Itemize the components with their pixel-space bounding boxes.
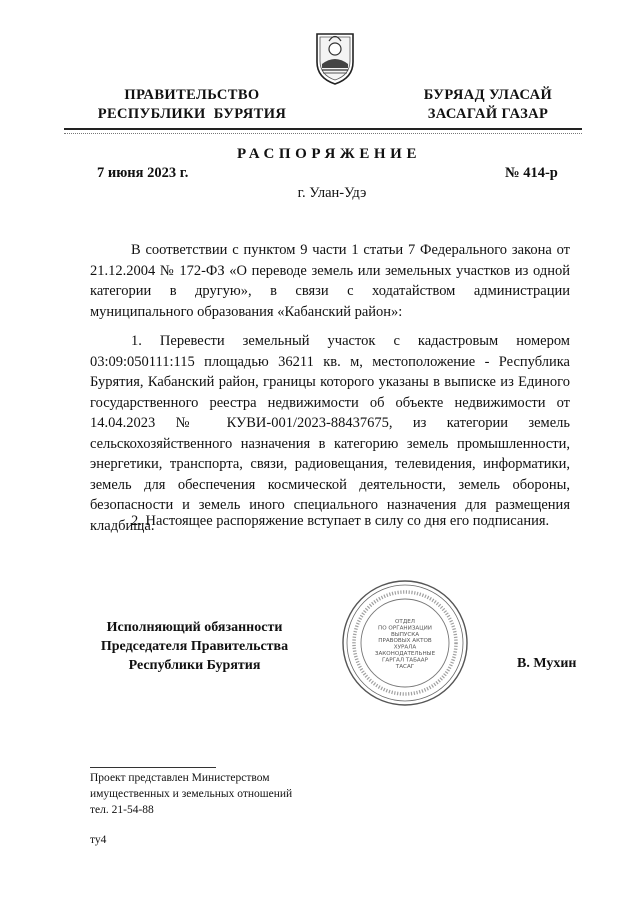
footer-line2: имущественных и земельных отношений bbox=[90, 788, 293, 800]
header-divider-thick bbox=[64, 128, 582, 130]
item-1-paragraph: 1. Перевести земельный участок с кадастровым номером 03:09:050111:115 площадью 36211 кв. м, местоположение - Республика Бурятия, Кабанский район, границы которого указаны в выписке из Единого государственного реестра недвижимости об объекте недвижимости от 14.04.2023 № КУВИ-001/2023-88437675, из категории земель сельскохозяйственного назначения в категорию земель промышленности, энергетики, транспорта, связи, радиовещания, телевидения, информатики, земель для обеспечения космической деятельности, земель обороны, безопасности и земель иного специального назначения для размещения кладбища. bbox=[90, 333, 570, 534]
stamp-text-line: ГАРГАЛ ТАБААР bbox=[382, 657, 428, 664]
header-right-line1: БУРЯАД УЛАСАЙ bbox=[423, 87, 553, 103]
stamp-text-line: ЗАКОНОДАТЕЛЬНЫЕ bbox=[374, 651, 436, 657]
footer-divider bbox=[90, 767, 216, 768]
header-left-line2: РЕСПУБЛИКИ БУРЯТИЯ bbox=[97, 106, 287, 122]
stamp-text-line: ХУРАЛА bbox=[393, 644, 417, 651]
stamp-text-line: ПО ОРГАНИЗАЦИИ bbox=[378, 625, 432, 632]
stamp-text-line: ПРАВОВЫХ АКТОВ bbox=[378, 638, 432, 645]
signatory-name: В. Мухин bbox=[517, 656, 577, 671]
header-divider-dotted bbox=[64, 133, 582, 134]
stamp-text-line: ТАСАГ bbox=[395, 663, 415, 670]
intro-paragraph: В соответствии с пунктом 9 части 1 статьи 7 Федерального закона от 21.12.2004 № 172-ФЗ «О переводе земель или земельных участков из одной категории в другую», в связи с ходатайством администрации муниципального образования «Кабанский район»: bbox=[90, 242, 570, 320]
item-2-paragraph: 2. Настоящее распоряжение вступает в силу со дня его подписания. bbox=[131, 513, 550, 529]
footer-code: ту4 bbox=[90, 834, 107, 846]
document-date: 7 июня 2023 г. bbox=[97, 165, 189, 181]
header-left-block bbox=[92, 86, 292, 124]
header-right-block bbox=[408, 86, 568, 124]
footer-line1: Проект представлен Министерством bbox=[90, 772, 270, 784]
footer-line3: тел. 21-54-88 bbox=[90, 804, 154, 816]
signatory-line3: Республики Бурятия bbox=[128, 658, 261, 673]
signatory-line2: Председателя Правительства bbox=[100, 639, 289, 654]
document-city: г. Улан-Удэ bbox=[297, 185, 367, 201]
coat-of-arms-emblem bbox=[313, 30, 357, 86]
document-title: РАСПОРЯЖЕНИЕ bbox=[236, 146, 422, 162]
signatory-line1: Исполняющий обязанности bbox=[106, 620, 283, 635]
footer-note bbox=[90, 770, 292, 818]
header-right-line2: ЗАСАГАЙ ГАЗАР bbox=[427, 106, 549, 122]
stamp-text-line: ВЫПУСКА bbox=[390, 631, 420, 638]
signatory-title bbox=[92, 618, 297, 675]
stamp-text-line: ОТДЕЛ bbox=[395, 619, 415, 625]
official-stamp bbox=[340, 578, 470, 708]
header-left-line1: ПРАВИТЕЛЬСТВО bbox=[124, 87, 260, 103]
document-number: № 414-р bbox=[505, 165, 558, 181]
